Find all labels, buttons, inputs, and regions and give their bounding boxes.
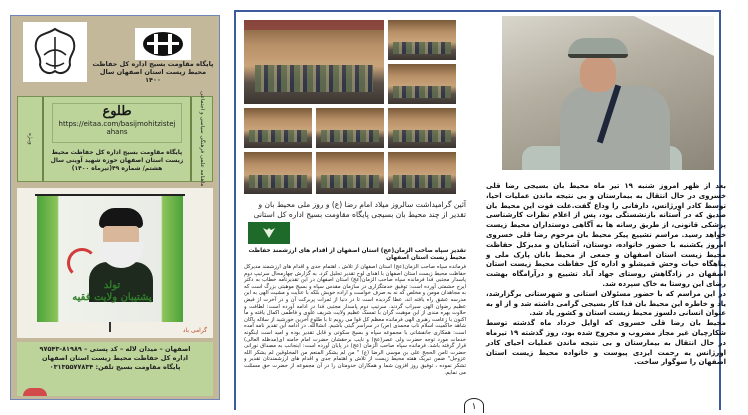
organization-title: پایگاه مقاومت بسیج اداره کل حفاظت محیط زیست استان اصفهان سال ۱۴۰۰ bbox=[92, 60, 214, 84]
poster-stand bbox=[109, 322, 111, 332]
ceremony-photo-collage bbox=[244, 20, 456, 196]
article-paragraph: در این مراسم که با حضور مسئولان استانی و شهرستانی برگزارشد، یاد و خاطره این محیط بان فدا کار بسیجی گرامی داشته شد و از او به عنوان انسانی دلسوز محیط زیست استان و کشور یاد شد. bbox=[486, 289, 726, 318]
news-headline: تقدیر سپاه صاحب الزمان(عج) استان اصفهان از اقدام های ارزشمند حفاظت محیط زیست استان اصفهان bbox=[248, 248, 466, 261]
award-photo-4 bbox=[388, 152, 456, 194]
news-body: فرمانده سپاه صاحب الزمان(عج) استان اصفهان از تلاش ، اهتمام جدی و اقدام های ارزشمند مدیرکل حفاظت محیط زیست استان اصفهان با اهدای لوح تقدیر تجلیل کرد. به گزارش چهارمحال سرتیپ دوم پاسدار مجتبی فدا فرمانده سپاه صاحب الزمان(عج) استان اصفهان در این تقدیرنامه خطاب به دکتر ایرج حشمتی آورده است: توفیق خدمتگزاری در سازمان مقدس سپاه و بسیج موهبتی بزرگ است که به مجاهدان مومن و مخلص که نه به صرف خواست و اراده خویش بلکه با عنایت و مشیت الهی به این مدرسه عشق راه یافته اند، عطا گردیده است تا در دنیا از ثمرات پربرکت آن و در آخرت از فیض عظیم رضوان الهی سیراب گردند. سرتیپ دوم پاسدار مجتبی فدا در ادامه آورده است: لطافت و حلاوت بهره مندی از این موهبت گران با تمسک عظیم ولایت شریف علوی و فاطمی اکمال یافته و ما اکنون با زعامت رهبری الهی فرمانده معظم کل قوا می رویم تا با طلوع آخرین خورشید از سلاله پاکان شاهد حاکمیت اسلام ناب محمدی (ص) در سراسر گیتی باشیم. انشاالله. در ادامه این تقدیر نامه آمده است: همکاری جانفشانی با مجموعه سپاه و بسیج سکوتی و قابل تقدیر بوده و امید است اینگونه خدمات مورد توجه حضرت ولی عصر(عج) و نایب برحقشان حضرت امام خامنه ای(مدظله العالی) قرار گرفته باشد. فرمانده سپاه صاحب الزمان (عج) در پایان آورده است: اینجانب به مصداق نورانی حضرت ثامن الحجج علی بن موسی الرضا (ع) " من لم یشکر المنعم من المخلوقین لم یشکر الله عزوجل" ضمن تبریک هفته محیط زیست از تلاش و اهتمام جدی و اقدام های ارزشمندتان تقدیر و تشکر نموده ، توفیق روز افزون شما و همکاران خدومتان را در آن مجموعه از حضرت حق مسئلت می نمایم. bbox=[244, 264, 466, 376]
meeting-photo-2 bbox=[388, 64, 456, 104]
environment-department-emblem-icon bbox=[135, 28, 191, 60]
award-photo-1 bbox=[244, 108, 312, 148]
leader-poster bbox=[17, 188, 213, 338]
issue-info: پایگاه مقاومت بسیج اداره کل حفاظت محیط زیست استان اصفهان حوزه شهید آوینی سال هشتم/ شماره ۴۹(تیرماه ۱۴۰۰) bbox=[50, 149, 184, 172]
poster-caption bbox=[57, 280, 167, 304]
newsletter-title-box bbox=[52, 103, 182, 143]
phone-line: پایگاه مقاومت بسیج تلفن: ۰۳۱۳۵۵۷۷۸۳۴ bbox=[49, 363, 181, 371]
phone-icon bbox=[23, 388, 47, 396]
obituary-article bbox=[486, 182, 726, 368]
newsletter-title: طلوع bbox=[102, 104, 132, 119]
page-number: ۱ bbox=[464, 398, 484, 413]
department-line: اداره کل حفاظت محیط زیست استان اصفهان bbox=[41, 354, 189, 362]
newsletter-url-link[interactable]: https://eitaa.com/basijmohitzistejahans bbox=[58, 120, 176, 136]
flag-swirl-icon bbox=[67, 248, 97, 278]
collage-caption: آئین گرامیداشت سالروز میلاد امام رضا (ع) و روز ملی محیط بان و تقدیر از چند محیط بان بسیجی پایگاه مقاومت بسیج اداره کل استانی bbox=[253, 200, 466, 219]
leader-portrait bbox=[89, 208, 153, 286]
meeting-photo-1 bbox=[388, 20, 456, 60]
special-label: ویـژه bbox=[27, 133, 33, 145]
newsletter-page bbox=[234, 10, 727, 412]
flag-photo bbox=[316, 152, 384, 194]
sepah-emblem-icon bbox=[248, 222, 290, 244]
newsletter-masthead bbox=[17, 91, 213, 187]
article-paragraph: بعد از ظهر امروز شنبه ۱۹ تیر ماه محیط بان بسیجی رضا قلی خسروی در حال انتقال به بیمارستان و بی نتیجه ماندن عملیات احیا، توسط کادر اورژانس، دارفانی را وداع گفت.علت فوت این محیط بان صدیق که در آستانه بازنشستگی بود، پس از اعلام نظرات کارشناسی پزشکی قانونی، از طریق رسانه ها به آگاهی دوستداران محیط زیست خواهد رسید. مراسم تشییع پیکر محیط بان مرحوم رضا قلی خسروی امروز یکشنبه با حضور خانواده، دوستان، آشنایان و مدیرکل حفاظت محیط زیست استان اصفهان و جمعی از محیط بانان پارک ملی و پناهگاه حیات وحش قمیشلو و اداره کل حفاظت محیط زیست استان اصفهان در زادگاهش روستای جهاد آباد تشییع و درآرامگاه بهشت رضای این روستا به خاک سپرده شد. bbox=[486, 182, 726, 288]
award-photo-2 bbox=[316, 108, 384, 148]
special-label-column bbox=[18, 97, 44, 181]
cover-panel bbox=[10, 15, 220, 400]
article-paragraph: محیط بان رضا قلی خسروی که اوایل خرداد ماه گذشته توسط شکارچیان غیر مجاز مضروب و مجروح شده بود، روز گذشته ۱۹ تیرماه در حال انتقال به بیمارستان و بی نتیجه ماندن عملیات احیای کادر اورژانس به رحمت ایزدی پیوست و خانواده محیط زیست استان اصفهان را سوگوار ساخت. bbox=[486, 319, 727, 367]
contact-footer bbox=[17, 342, 213, 396]
speech-photo bbox=[388, 108, 456, 148]
monthly-label-column bbox=[190, 91, 212, 187]
poster-tag: گرامی باد bbox=[182, 327, 207, 334]
cover-header bbox=[17, 22, 213, 92]
poster-caption-subtitle: پشتیبان ولایت فقیه bbox=[72, 292, 152, 303]
address-line: اصفهان – میدان لاله – کد پستی – ۸۱۹۸۹-۹۷۵۴۳ bbox=[39, 345, 191, 353]
calligraphy-emblem-icon bbox=[23, 22, 87, 82]
monthly-label: ماهنامه علمی فرهنگی سیاسی و اجتماعی bbox=[199, 91, 205, 187]
ranger-portrait-photo bbox=[502, 16, 714, 170]
poster-caption-title: تولد bbox=[103, 280, 121, 291]
award-photo-3 bbox=[244, 152, 312, 194]
group-photo bbox=[244, 20, 384, 104]
